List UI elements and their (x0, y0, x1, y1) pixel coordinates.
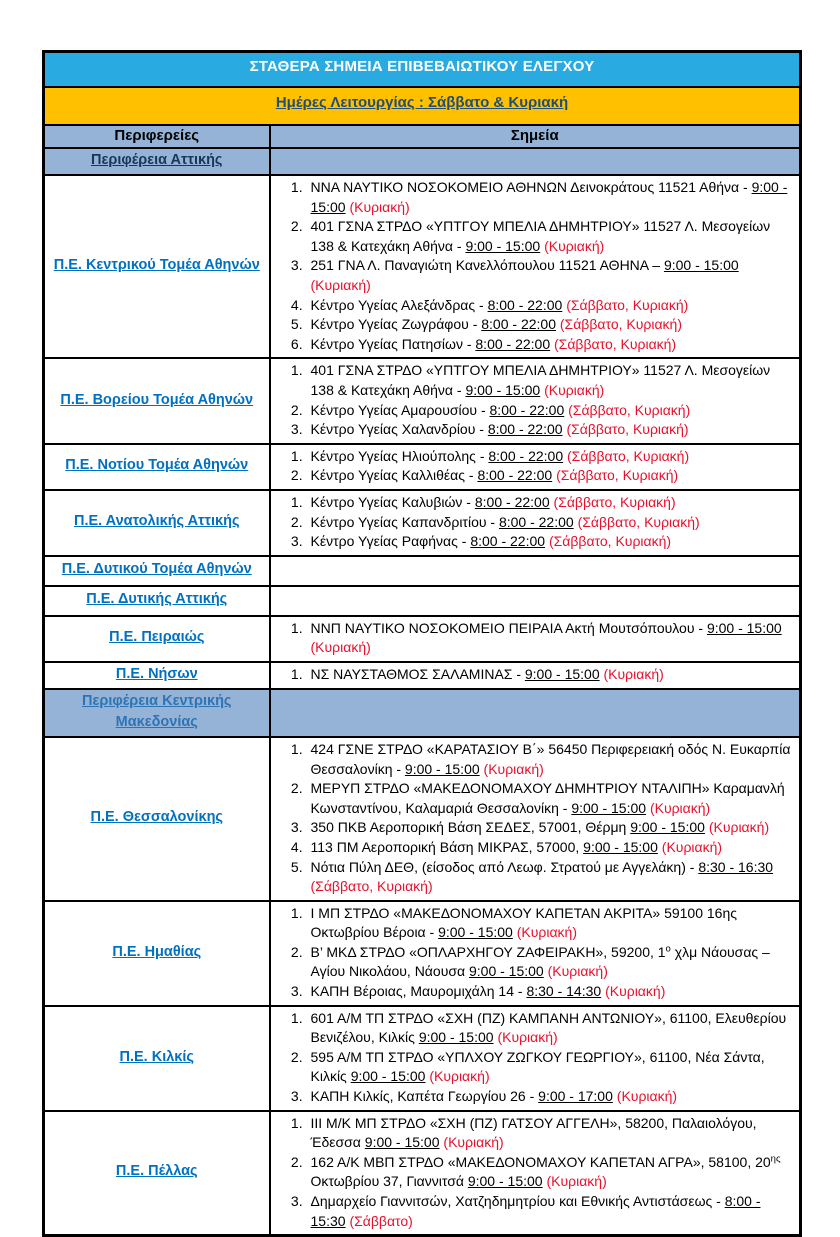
operating-day-note: (Κυριακή) (603, 665, 664, 682)
region-label-cell (44, 490, 270, 556)
points-list (275, 1009, 792, 1107)
point-item (307, 256, 792, 295)
operating-days-text: Ημέρες Λειτουργίας : Σάββατο & Κυριακή (275, 94, 569, 111)
operating-day-note: (Κυριακή) (661, 838, 723, 855)
region-label-cell (44, 662, 270, 689)
point-item (307, 401, 792, 421)
points-table-body (44, 148, 801, 1236)
time-range: 9:00 - 15:00 (467, 1173, 543, 1190)
point-text: χλμ Νάουσας – Αγίου Νικολάου, Νάουσα (310, 943, 770, 980)
region-row (44, 586, 801, 616)
region-row (44, 1111, 801, 1236)
point-item (307, 315, 792, 335)
time-range: 9:00 - 15:00 (468, 963, 544, 980)
point-item (307, 619, 792, 658)
points-list (275, 740, 792, 897)
point-text: 251 ΓΝΑ Λ. Παναγιώτη Κανελλόπουλου 11521 ΑΘΗΝΑ – (310, 257, 664, 274)
operating-day-note: (Κυριακή) (544, 237, 605, 254)
region-row (44, 358, 801, 443)
point-text: ΜΕΡΥΠ ΣΤΡΔΟ «ΜΑΚΕΔΟΝΟΜΑΧΟΥ ΔΗΜΗΤΡΙΟΥ ΝΤΑΛΙΠΗ» Καραμανλή Κωνσταντίνου, Καλαμαριά Θεσσαλονίκη - (310, 780, 785, 816)
point-text: Κέντρο Υγείας Καλυβιών - (310, 493, 475, 510)
operating-day-note: (Σάββατο, Κυριακή) (567, 447, 690, 464)
time-range: 8:00 - 22:00 (487, 421, 563, 438)
point-text: Κέντρο Υγείας Ηλιούπολης - (310, 447, 489, 464)
points-cell (270, 616, 801, 662)
control-points-table (42, 50, 802, 1237)
operating-day-note: (Κυριακή) (649, 799, 711, 816)
point-item (307, 1153, 792, 1192)
point-item (307, 779, 792, 818)
point-item (307, 532, 792, 552)
points-list (275, 178, 792, 354)
title-row (44, 52, 801, 88)
points-cell (270, 901, 801, 1006)
points-cell (270, 662, 801, 689)
time-range: 8:00 - 22:00 (475, 335, 551, 352)
group-label: Περιφέρεια Αττικής (91, 152, 223, 168)
time-range: 8:00 - 22:00 (489, 401, 565, 418)
point-text: ΝΣ ΝΑΥΣΤΑΘΜΟΣ ΣΑΛΑΜΙΝΑΣ - (310, 665, 525, 682)
points-list (275, 493, 792, 552)
operating-day-note: (Κυριακή) (349, 198, 410, 215)
operating-day-note: (Κυριακή) (547, 963, 608, 980)
region-label-cell (44, 586, 270, 616)
time-range: 9:00 - 15:00 (465, 381, 541, 398)
region-label: Π.Ε. Θεσσαλονίκης (90, 809, 223, 826)
region-label-cell (44, 175, 270, 358)
operating-day-note: (Κυριακή) (516, 924, 577, 941)
region-label: Π.Ε. Ημαθίας (112, 943, 202, 960)
time-range: 8:00 - 22:00 (474, 493, 550, 510)
time-range: 8:00 - 22:00 (477, 467, 553, 484)
time-range: 8:00 - 15:30 (310, 1193, 761, 1229)
time-range: 8:00 - 22:00 (487, 296, 563, 313)
region-label: Π.Ε. Δυτικού Τομέα Αθηνών (61, 561, 252, 578)
operating-day-note: (Σάββατο, Κυριακή) (566, 421, 689, 438)
group-empty-cell (270, 148, 801, 175)
point-text: Οκτωβρίου 37, Γιαννιτσά (310, 1173, 468, 1190)
time-range: 8:00 - 22:00 (488, 447, 564, 464)
operating-day-note: (Κυριακή) (429, 1068, 490, 1085)
point-item (307, 513, 792, 533)
region-row (44, 490, 801, 556)
time-range: 9:00 - 15:00 (465, 237, 541, 254)
region-row (44, 737, 801, 901)
ordinal-superscript: ο (665, 943, 671, 955)
subtitle-row (44, 87, 801, 125)
time-range: 8:00 - 22:00 (498, 513, 574, 530)
time-range: 9:00 - 17:00 (538, 1088, 613, 1105)
region-label: Π.Ε. Πέλλας (115, 1163, 198, 1180)
operating-day-note: (Σάββατο, Κυριακή) (548, 533, 672, 550)
region-label: Π.Ε. Δυτικής Αττικής (86, 591, 228, 608)
point-item (307, 420, 792, 440)
time-range: 9:00 - 15:00 (404, 760, 480, 777)
point-item (307, 904, 792, 943)
points-list (275, 619, 792, 658)
time-range: 9:00 - 15:00 (418, 1029, 494, 1046)
region-label: Π.Ε. Νοτίου Τομέα Αθηνών (65, 457, 249, 474)
region-label: Π.Ε. Πειραιώς (109, 629, 205, 646)
point-text: 350 ΠΚΒ Αεροπορική Βάση ΣΕΔΕΣ, 57001, Θέρμη (310, 819, 631, 836)
region-row (44, 662, 801, 689)
points-cell (270, 358, 801, 443)
point-text: 424 ΓΣΝΕ ΣΤΡΔΟ «ΚΑΡΑΤΑΣΙΟΥ Β΄» 56450 Περιφερειακή οδός Ν. Ευκαρπία Θεσσαλονίκη - (310, 740, 791, 777)
operating-day-note: (Κυριακή) (310, 639, 371, 656)
operating-day-note: (Κυριακή) (616, 1088, 678, 1105)
point-text: ΝΝΠ ΝΑΥΤΙΚΟ ΝΟΣΟΚΟΜΕΙΟ ΠΕΙΡΑΙΑ Ακτή Μουτσόπουλου - (310, 619, 707, 636)
point-item (307, 335, 792, 355)
point-text: Κέντρο Υγείας Αμαρουσίου - (310, 401, 490, 418)
group-label-cell (44, 689, 270, 737)
time-range: 8:30 - 14:30 (526, 983, 602, 1000)
point-item (307, 217, 792, 256)
point-text: ΚΑΠΗ Βέροιας, Μαυρομιχάλη 14 - (310, 983, 527, 1000)
time-range: 9:00 - 15:00 (524, 665, 600, 682)
point-text: Ι ΜΠ ΣΤΡΔΟ «ΜΑΚΕΔΟΝΟΜΑΧΟΥ ΚΑΠΕΤΑΝ ΑΚΡΙΤΑ» 59100 16ης Οκτωβρίου Βέροια - (310, 904, 738, 941)
point-item (307, 982, 792, 1002)
points-cell (270, 1111, 801, 1236)
group-label-cell (44, 148, 270, 175)
point-item (307, 361, 792, 400)
region-row (44, 901, 801, 1006)
points-list (275, 361, 792, 439)
point-item (307, 447, 792, 467)
points-cell (270, 737, 801, 901)
point-item (307, 665, 792, 685)
points-list (275, 1114, 792, 1232)
points-cell (270, 556, 801, 586)
operating-day-note: (Σάββατο, Κυριακή) (577, 513, 700, 530)
operating-day-note: (Κυριακή) (310, 276, 371, 293)
region-label: Π.Ε. Κεντρικού Τομέα Αθηνών (53, 257, 260, 274)
column-header-row (44, 125, 801, 148)
column-header-points: Σημεία (270, 125, 801, 148)
region-label-cell (44, 358, 270, 443)
point-text: ΚΑΠΗ Κιλκίς, Καπέτα Γεωργίου 26 - (310, 1088, 539, 1105)
operating-day-note: (Κυριακή) (483, 760, 544, 777)
time-range: 8:30 - 16:30 (698, 858, 774, 875)
point-item (307, 1192, 792, 1231)
region-label-cell (44, 1111, 270, 1236)
column-header-regions: Περιφερείες (44, 125, 270, 148)
operating-day-note: (Σάββατο, Κυριακή) (553, 493, 676, 510)
group-header-row (44, 148, 801, 175)
point-text: Δημαρχείο Γιαννιτσών, Χατζηδημητρίου και Εθνικής Αντιστάσεως - (310, 1193, 725, 1209)
point-item (307, 838, 792, 858)
point-item (307, 740, 792, 779)
points-cell (270, 444, 801, 490)
points-cell (270, 1006, 801, 1111)
region-row (44, 444, 801, 490)
point-text: ΙΙΙ Μ/Κ ΜΠ ΣΤΡΔΟ «ΣΧΗ (ΠΖ) ΓΑΤΣΟΥ ΑΓΓΕΛΗ», 58200, Παλαιολόγου, Έδεσσα (310, 1114, 757, 1151)
point-item (307, 296, 792, 316)
point-text: 401 ΓΣΝΑ ΣΤΡΔΟ «ΥΠΤΓΟΥ ΜΠΕΛΙΑ ΔΗΜΗΤΡΙΟΥ» 11527 Λ. Μεσογείων 138 & Κατεχάκη Αθήνα - (310, 218, 771, 254)
region-label: Π.Ε. Κιλκίς (119, 1048, 194, 1065)
point-text: 601 Α/Μ ΤΠ ΣΤΡΔΟ «ΣΧΗ (ΠΖ) ΚΑΜΠΑΝΗ ΑΝΤΩΝΙΟΥ», 61100, Ελευθερίου Βενιζέλου, Κιλκίς (310, 1009, 787, 1046)
point-item (307, 178, 792, 217)
operating-day-note: (Σάββατο, Κυριακή) (554, 335, 677, 352)
points-list (275, 665, 792, 685)
region-label: Π.Ε. Ανατολικής Αττικής (73, 513, 240, 530)
points-cell (270, 586, 801, 616)
operating-day-note: (Κυριακή) (546, 1173, 607, 1190)
region-label-cell (44, 616, 270, 662)
operating-day-note: (Κυριακή) (443, 1134, 504, 1151)
region-label-cell (44, 556, 270, 586)
point-item (307, 943, 792, 982)
operating-days-cell (44, 87, 801, 125)
point-text: Β’ ΜΚΔ ΣΤΡΔΟ «ΟΠΛΑΡΧΗΓΟΥ ΖΑΦΕΙΡΑΚΗ», 59200, 1 (310, 943, 666, 960)
region-row (44, 616, 801, 662)
point-item (307, 818, 792, 838)
time-range: 9:00 - 15:00 (583, 838, 658, 855)
time-range: 9:00 - 15:00 (630, 819, 705, 836)
point-item (307, 858, 792, 897)
region-label-cell (44, 901, 270, 1006)
time-range: 9:00 - 15:00 (663, 257, 739, 274)
region-label-cell (44, 444, 270, 490)
group-label: Περιφέρεια Κεντρικής Μακεδονίας (82, 692, 232, 730)
point-text: Κέντρο Υγείας Πατησίων - (310, 335, 476, 352)
region-label: Π.Ε. Νήσων (115, 665, 198, 682)
points-cell (270, 490, 801, 556)
operating-day-note: (Σάββατο, Κυριακή) (568, 401, 691, 418)
region-row (44, 175, 801, 358)
operating-day-note: (Σάββατο, Κυριακή) (556, 467, 679, 484)
operating-day-note: (Σάββατο, Κυριακή) (559, 316, 682, 333)
operating-day-note: (Κυριακή) (497, 1029, 558, 1046)
operating-day-note: (Κυριακή) (605, 983, 666, 1000)
region-label-cell (44, 737, 270, 901)
group-empty-cell (270, 689, 801, 737)
point-item (307, 1114, 792, 1153)
point-text: Κέντρο Υγείας Καπανδριτίου - (310, 513, 499, 530)
point-text: Κέντρο Υγείας Αλεξάνδρας - (310, 296, 488, 313)
region-row (44, 556, 801, 586)
point-item (307, 1087, 792, 1107)
operating-day-note: (Κυριακή) (544, 381, 605, 398)
point-text: 162 Α/Κ ΜΒΠ ΣΤΡΔΟ «ΜΑΚΕΔΟΝΟΜΑΧΟΥ ΚΑΠΕΤΑΝ ΑΓΡΑ», 58100, 20 (310, 1153, 771, 1170)
point-text: ΝΝΑ ΝΑΥΤΙΚΟ ΝΟΣΟΚΟΜΕΙΟ ΑΘΗΝΩΝ Δεινοκράτους 11521 Αθήνα - (310, 179, 752, 196)
points-list (275, 904, 792, 1002)
time-range: 9:00 - 15:00 (571, 799, 647, 816)
point-text: 401 ΓΣΝΑ ΣΤΡΔΟ «ΥΠΤΓΟΥ ΜΠΕΛΙΑ ΔΗΜΗΤΡΙΟΥ» 11527 Λ. Μεσογείων 138 & Κατεχάκη Αθήνα - (310, 362, 771, 398)
point-item (307, 1048, 792, 1087)
region-label-cell (44, 1006, 270, 1111)
ordinal-superscript: ης (770, 1153, 781, 1165)
point-text: 595 Α/Μ ΤΠ ΣΤΡΔΟ «ΥΠΛΧΟΥ ΖΩΓΚΟΥ ΓΕΩΡΓΙΟΥ», 61100, Νέα Σάντα, Κιλκίς (310, 1048, 765, 1085)
point-item (307, 466, 792, 486)
time-range: 9:00 - 15:00 (310, 179, 788, 215)
time-range: 9:00 - 15:00 (350, 1068, 426, 1085)
time-range: 9:00 - 15:00 (706, 619, 782, 636)
group-header-row (44, 689, 801, 737)
operating-day-note: (Σάββατο, Κυριακή) (310, 878, 433, 895)
time-range: 9:00 - 15:00 (364, 1134, 440, 1151)
point-text: Νότια Πύλη ΔΕΘ, (είσοδος από Λεωφ. Στρατού με Αγγελάκη) - (310, 858, 699, 875)
region-label: Π.Ε. Βορείου Τομέα Αθηνών (60, 391, 254, 408)
point-text: Κέντρο Υγείας Χαλανδρίου - (310, 421, 488, 438)
point-text: Κέντρο Υγείας Καλλιθέας - (310, 467, 478, 484)
point-text: Κέντρο Υγείας Ζωγράφου - (310, 316, 482, 333)
point-item (307, 493, 792, 513)
time-range: 8:00 - 22:00 (481, 316, 556, 333)
operating-day-note: (Σάββατο) (349, 1212, 413, 1229)
operating-day-note: (Κυριακή) (708, 819, 770, 836)
region-row (44, 1006, 801, 1111)
time-range: 9:00 - 15:00 (438, 924, 513, 941)
operating-day-note: (Σάββατο, Κυριακή) (566, 296, 689, 313)
time-range: 8:00 - 22:00 (470, 533, 546, 550)
page-title: ΣΤΑΘΕΡΑ ΣΗΜΕΙΑ ΕΠΙΒΕΒΑΙΩΤΙΚΟΥ ΕΛΕΓΧΟΥ (44, 52, 801, 88)
points-cell (270, 175, 801, 358)
points-list (275, 447, 792, 486)
point-text: Κέντρο Υγείας Ραφήνας - (310, 533, 471, 550)
point-item (307, 1009, 792, 1048)
point-text: 113 ΠΜ Αεροπορική Βάση ΜΙΚΡΑΣ, 57000, (310, 838, 584, 855)
